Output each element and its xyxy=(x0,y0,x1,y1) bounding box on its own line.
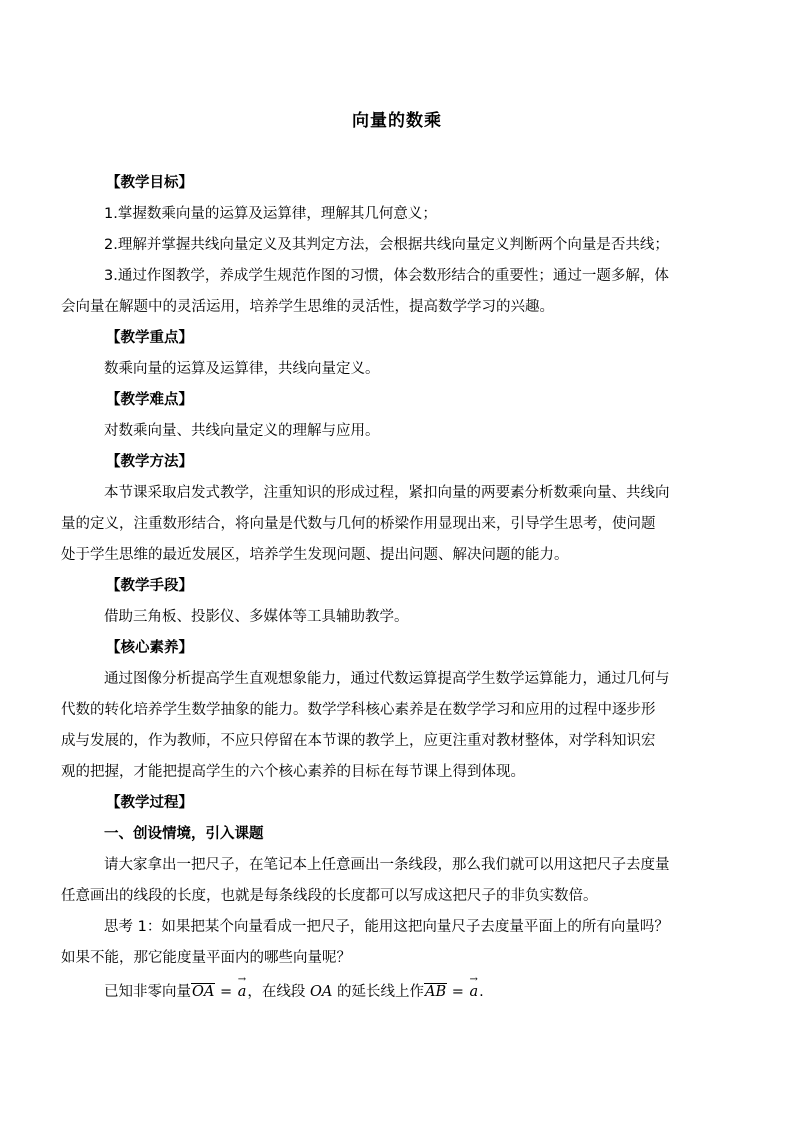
section-heading-difficulties: 【教学难点】 xyxy=(106,392,193,408)
method-line-3: 处于学生思维的最近发展区，培养学生发现问题、提出问题、解决问题的能力。 xyxy=(61,547,569,563)
vector-a-2: → a xyxy=(468,974,479,1010)
equals-sign-2: = xyxy=(447,984,469,1000)
known-vector-statement xyxy=(104,974,724,1010)
core-line-1: 通过图像分析提高学生直观想象能力，通过代数运算提高学生数学运算能力，通过几何与 xyxy=(104,671,670,687)
section-heading-process: 【教学过程】 xyxy=(106,795,193,811)
vector-ab: AB xyxy=(424,984,447,1000)
goal-item-1: 1.掌握数乘向量的运算及运算律，理解其几何意义； xyxy=(104,206,437,222)
step-1-line-2: 任意画出的线段的长度，也就是每条线段的长度都可以写成这把尺子的非负实数倍。 xyxy=(61,888,598,904)
section-heading-key-points: 【教学重点】 xyxy=(106,330,193,346)
section-heading-means: 【教学手段】 xyxy=(106,578,193,594)
step-1-heading: 一、创设情境，引入课题 xyxy=(104,826,264,842)
equals-sign-1: = xyxy=(215,984,237,1000)
vector-oa: OA xyxy=(192,984,215,1000)
vector-a-1: → a xyxy=(237,974,248,1010)
known-text-c: 的延长线上作 xyxy=(336,984,424,1000)
section-heading-goals: 【教学目标】 xyxy=(106,175,193,191)
core-line-2: 代数的转化培养学生数学抽象的能力。数学学科核心素养是在数学学习和应用的过程中逐步形 xyxy=(61,702,656,718)
core-line-4: 观的把握，才能把提高学生的六个核心素养的目标在每节课上得到体现。 xyxy=(61,764,525,780)
known-text-b: ，在线段 xyxy=(247,984,306,1000)
think-1-line-1: 思考 1：如果把某个向量看成一把尺子，能用这把向量尺子去度量平面上的所有向量吗？ xyxy=(104,919,669,935)
means-text: 借助三角板、投影仪、多媒体等工具辅助教学。 xyxy=(104,609,409,625)
think-1-line-2: 如果不能，那它能度量平面内的哪些向量呢？ xyxy=(61,950,351,966)
document-body xyxy=(61,168,724,1010)
goal-item-2: 2.理解并掌握共线向量定义及其判定方法，会根据共线向量定义判断两个向量是否共线； xyxy=(104,237,669,253)
section-heading-method: 【教学方法】 xyxy=(106,454,193,470)
goal-item-3-line-1: 3.通过作图教学，养成学生规范作图的习惯，体会数形结合的重要性；通过一题多解，体 xyxy=(104,268,669,284)
page-title: 向量的数乘 xyxy=(352,111,442,131)
segment-oa: OA xyxy=(310,984,333,1000)
core-line-3: 成与发展的，作为教师，不应只停留在本节课的教学上，应更注重对教材整体，对学科知识宏 xyxy=(61,733,656,749)
known-text-a: 已知非零向量 xyxy=(104,984,191,1000)
method-line-2: 量的定义，注重数形结合，将向量是代数与几何的桥梁作用显现出来，引导学生思考，使问题 xyxy=(61,516,656,532)
known-period: . xyxy=(479,984,484,1000)
method-line-1: 本节课采取启发式教学，注重知识的形成过程，紧扣向量的两要素分析数乘向量、共线向 xyxy=(104,485,670,501)
step-1-line-1: 请大家拿出一把尺子，在笔记本上任意画出一条线段，那么我们就可以用这把尺子去度量 xyxy=(104,857,670,873)
goal-item-3-line-2: 会向量在解题中的灵活运用，培养学生思维的灵活性，提高数学学习的兴趣。 xyxy=(61,299,554,315)
difficulties-text: 对数乘向量、共线向量定义的理解与应用。 xyxy=(104,423,380,439)
section-heading-core-literacy: 【核心素养】 xyxy=(106,640,193,656)
key-points-text: 数乘向量的运算及运算律，共线向量定义。 xyxy=(104,361,380,377)
